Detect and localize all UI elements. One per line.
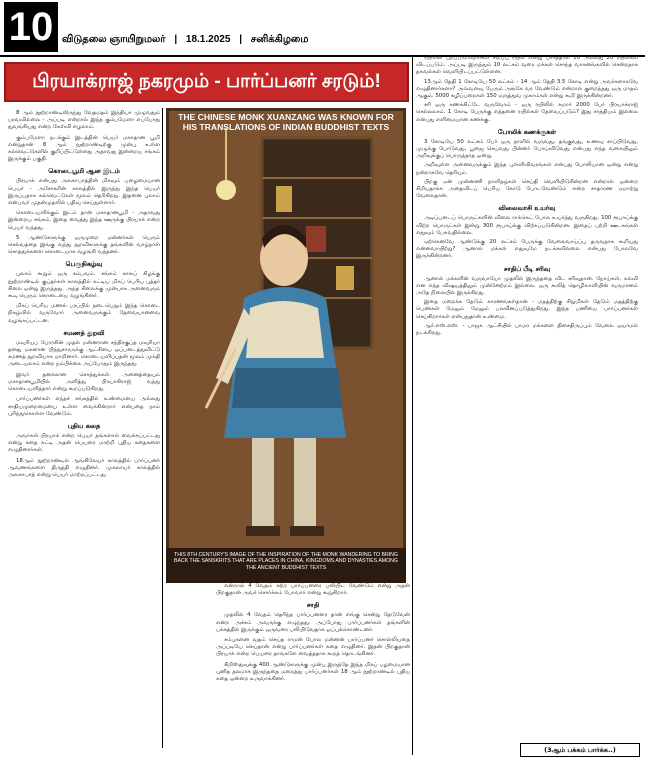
section-heading: சாதி — [306, 601, 320, 610]
paragraph: இவர் தனக்கான சொத்துக்கள் அனைத்தையும் மகாதானபூமியில் அளித்து பிரயாகிராஜ் வந்து கொடையளித்தார் என்று கூறப்படுகிறது. — [8, 371, 160, 393]
section-heading: சமணத் துறவி — [63, 328, 105, 337]
paragraph: 5 ஆண்டுகளுக்கு ஒருமுறை மன்னர்கள் பெரும் செல்வத்தை இங்கு வந்து துறவிகளுக்கு தங்களின் வாழ்நாள் சொத்துக்களை கொடையாக வழங்கி வந்தனர். — [8, 234, 160, 256]
section-heading: புதிய கதை — [67, 421, 101, 430]
paragraph: என்றால் 4 வேதம் கற்ற பார்ப்பனரை பலியிட வேண்டும் என்று அதன் பிறகுதான் அவர் சொர்க்கம் போவார் என்று கூறுகிறார். — [216, 583, 410, 597]
paragraph: சம்புகனை வதம் செய்த ராமன் போல மன்னன் பார்ப்பனர் சொல்லியதை அப்படியே செய்தான் என்று பார்ப்பனர்கள் கதை எழுதினர். இதன் பிறகுதான் பிரயாக் என்ற பெயரை தாங்களே வைத்ததாக கூறத் தொடங்கினர். — [216, 637, 410, 658]
paragraph: சரி ஒரு கணக்கிட்டே வருவோம் - ஒரு ரயிலில் சுமார் 2000 பேர் பிரயாக்ராஜ் செல்லலாம். 1 கோடி பேருக்கு எத்தனை ரயில்கள் தேவைப்படும்? இது சாத்தியம் இல்லை என்பது எளிமையான கணக்கு. — [416, 102, 638, 123]
article-column-middle — [216, 583, 410, 743]
article-photo — [166, 108, 406, 583]
paragraph: மவுரியப் பேரரசின் முதல் மன்னரான சந்திரகுப்த மவுரியா தனது மகனான பிந்துசாரருக்கு ஆட்சியை ஒப்படைத்துவிட்டு சமணத் துறவியாக மாறினார். கொடையளிப்பதன் மூலம் முக்தி அடையலாம் என்ற நம்பிக்கை அப்போதும் இருந்தது. — [8, 339, 160, 368]
sandal — [246, 526, 280, 536]
paragraph: அறிவுள்ள அனைவருக்கும் இந்த புள்ளிவிவரங்கள் என்பது போலியான ஒன்று என்று நன்றாகவே தெரியும். — [416, 162, 638, 176]
publication-name: விடுதலை ஞாயிறுமலர் — [62, 34, 166, 45]
masthead-info: விடுதலை ஞாயிறுமலர் | 18.1.2025 | சனிக்கிழமை — [62, 34, 309, 45]
paragraph: ஆர்.எஸ்.எஸ். - பாஜக ஆட்சியில் பாமர மக்களை திசைதிருப்பும் வேலை ஒயாமல் நடக்கிறது. — [416, 322, 638, 337]
section-heading: சாதிப் பீடி சரிவு — [503, 264, 551, 273]
paragraph: கிறிஸ்துவுக்கு 400 ஆண்டுகளுக்கு முன்பு இருந்தே இந்த மிகப் பழமையான புனித தலமாக இருந்ததை மறைத்து பார்ப்பனர்கள் 18 ஆம் நூற்றாண்டில் புதிய கதை ஒன்றை உருவாக்கினர். — [216, 661, 410, 683]
section-heading: விலைவாசி உயர்வு — [498, 204, 556, 213]
article-column-left — [8, 110, 160, 740]
paragraph: கும்பமேளா நடக்கும் இடத்தின் பெயர் மகாதான பூமி என்றுதான் 8 ஆம் நூற்றாண்டிற்கு முன்பு உள்ள கல்வெட்டுகளில் குறிப்பிட்டுள்ளது அதாவது இன்றைய சங்கம் இருக்கும் பகுதி. — [8, 134, 160, 163]
issue-day: சனிக்கிழமை — [250, 34, 309, 45]
paragraph: அவர்கள் பிரயாக் என்ற பெயர் தங்களால் வைக்கப்பட்டது என்று கதை கட்டி அதன் பெயரை மாற்றி புதிய கதைகளை எழுதினார்கள். — [8, 432, 160, 454]
paragraph: 8 ஆம் நூற்றாண்டிலிருந்து வேதமதம் இந்தியா முழுவதும் பரவவில்லை - அப்படி என்றால் இந்த கும்பமேளா எப்போது துவங்கியது என்ற கேள்வி எழலாம். — [8, 110, 160, 131]
page-number: 10 — [4, 2, 58, 52]
monk-illustration — [166, 108, 406, 583]
continued-reference: (3ஆம் பக்கம் பார்க்க..) — [520, 743, 640, 757]
sandal — [290, 526, 324, 536]
headline: பிரயாக்ராஜ் நகரமும் - பார்ப்பனர் சரடும்! — [32, 71, 381, 92]
paragraph: 18ஆம் நூற்றாண்டில் ஆங்கிலேயர் காலத்தில் பார்ப்பனர் ஆவணங்களை திருத்தி எழுதினர். முகலாயர் காலத்தில் அலகாபாத் என்று பெயர் மாற்றப்பட்டது. — [8, 457, 160, 478]
paragraph: இதை மறைக்க தேடும் காரணங்கள்தான் - மதத்திற்கு சிறுமிகள் தேடும் மதத்திற்கு பெண்கள் மேலும் மேலும் பலவீனப்படுத்துகிறது. இந்த பணியை பார்ப்பனர்கள் செய்கிறார்கள் என்பதுதான் உண்மை. — [416, 299, 638, 320]
paragraph: கொடையளிக்கும் இடம் தான் மகாதானபூமி - அதாவது இன்றைய சங்கம். இதை வைத்து இந்த ஊருக்கு பிரயாக் என்ற பெயர் வந்தது. — [8, 210, 160, 231]
paragraph: அடிப்படைப் பொருட்களின் விலை ராக்கெட் போல உயர்ந்து வருகிறது. 100 ரூபாய்க்கு விற்ற பொருட்கள் இன்று 300 ரூபாய்க்கு விற்கப்படுகின்றன. இதைப் பற்றி ஊடகங்கள் எதுவும் பேசுவதில்லை. — [416, 215, 638, 236]
section-heading: கொடைபூமி ஆன இடம் — [48, 167, 120, 176]
article-column-right — [416, 55, 638, 755]
paragraph: 3 கோடியே 50 லட்சம் பேர் ஒரு நாளில் வருவது, தங்குவது, உணவு சாப்பிடுவது, முழுக்கு போடுவது, பூஜை செய்வது பின்னர் போய்விடுவது என்பது எந்த வகையிலும் அறிவுக்குப் பொருந்தாத ஒன்று. — [416, 138, 638, 160]
lamp-icon — [216, 180, 236, 200]
paragraph: ரயிலில் புறப்படுவோர்கள் சிறப்பு ரயில் என்று பார்த்தால் 10 அல்லது 20 ரயில்கள் விடப்படும். அப்படி இருந்தும் 10 லட்சம் வரை மக்கள் சொந்த வாகனங்களில் சென்றதாக தகவல்கள் வெளியிடப்பட்டுள்ளன. — [416, 55, 638, 76]
paragraph: ஏற்கெனவே ஆண்டுக்கு 20 லட்சம் பேருக்கு வேலைவாய்ப்பு தருவதாக கூறியது என்னவாயிற்று? ஆனால் மக்கள் எதுவுமே நடக்கவில்லை என்பது போலவே இருக்கின்றனர். — [416, 239, 638, 260]
column-divider — [162, 108, 163, 748]
paragraph: முதலில் 4 வேதம் தெரிந்த பார்ப்பனரை தான் எங்கு சென்று தேடுவேன் என்ற அச்சம் அவருக்கு எழுந்தது. அப்போது பார்ப்பனர்கள் தங்களின் பக்கத்தில் இருக்கும் ஒருவரை பலியிடுவதாக ஒப்புக்கொண்டனர். — [216, 612, 410, 633]
headline-banner — [4, 62, 409, 102]
paragraph: பிரயாக் என்பது அலகாபாத்தின் மிகவும் பழைமையான பெயர் - அசோகரின் காலத்தில் இருந்து இந்த பெயர் இருப்பதாக கல்வெட்டுகள் மூலம் தெரிகிறது. இதனை புலாம் என்பவர் முதன்முதலில் பதிவு செய்துள்ளார். — [8, 178, 160, 207]
photo-caption-bottom: THIS 8TH CENTURY'S IMAGE OF THE INSPIRATION OF THE MONK WANDERING TO BRING BACK THE SANSKRITS THAT ARE PLACES IN CHINA, KINGDOMS AND DYNASTIES AMONG THE ANCIENT BUDDHIST TEXTS — [174, 552, 398, 571]
column-divider — [412, 55, 413, 755]
issue-date: 18.1.2025 — [185, 34, 231, 45]
paragraph: 13ஆம் தேதி 1 கோடியே 50 லட்சம் - 14 ஆம் தேதி 3.5 கோடி என்று அவர்களாகவே எழுதினார்களா? அவ்வளவு பேரும் அங்கே வர வேண்டும் என்றால் குறைந்தது ஒரு மாதம் ஆகும். 5000 கழிப்பறைகள் 150 மருத்துவ முகாம்கள் என்று கூறி இருக்கின்றனர். — [416, 78, 638, 100]
paragraph: புலாம் கூறும் ஒரு சம்பவம். சங்கம் காலப் கிழக்கு நூற்றாண்டில் குப்தர்கள் காலத்தில் கட்டிய மிகப் பெரிய புத்தர் சிலை ஒன்று இருந்தது. அந்த சிலைக்கு முன்பாக அனைவரும் கூடி பெரும் கொடையை வழங்கினர். — [8, 271, 160, 300]
paragraph: பிறகு ஏன் முன்னணி நாளிதழ்கள் செய்தி வெளியிடுகின்றன என்றால் ஒன்றை சிறியதாக்க அதைவிடப் பெரிய கோடு போடவேண்டும் என்ற சாதாரண ஏமாற்று வேலைதான். — [416, 178, 638, 200]
section-heading: பெருநிகழ்வு — [65, 260, 103, 269]
paragraph: மிகப் பெரிய மணல் பரப்பில் நடைபெறும் இந்த கொடை நிகழ்வில் வருவோர் அனைவருக்கும் தேவையானவை வழங்கப்பட்டன. — [8, 303, 160, 324]
paragraph: பார்ப்பனர்கள் எந்தச் சங்கத்தில் உண்மையை அல்லது சாதியமுறைமையை உள்ள வைக்கின்றார் என்பதை நாம் புரிந்துகொள்ள வேண்டும். — [8, 396, 160, 417]
photo-caption-top: THE CHINESE MONK XUANZANG WAS KNOWN FOR HIS TRANSLATIONS OF INDIAN BUDDHIST TEXTS — [178, 112, 394, 132]
section-heading: போலிக் கணக்குகள் — [497, 127, 557, 136]
masthead — [0, 0, 645, 57]
paragraph: ஆனால் மக்களின் வருவாயோ முதலில் இருந்ததை விட சரிவுதான். நோய்கள், கல்வி என எந்த விஷயத்திலும் முன்னேற்றம் இல்லை. ஒரு கூலித் தொழிலாளியின் வருமானம் அதே நிலையில் இருக்கிறது. — [416, 275, 638, 297]
